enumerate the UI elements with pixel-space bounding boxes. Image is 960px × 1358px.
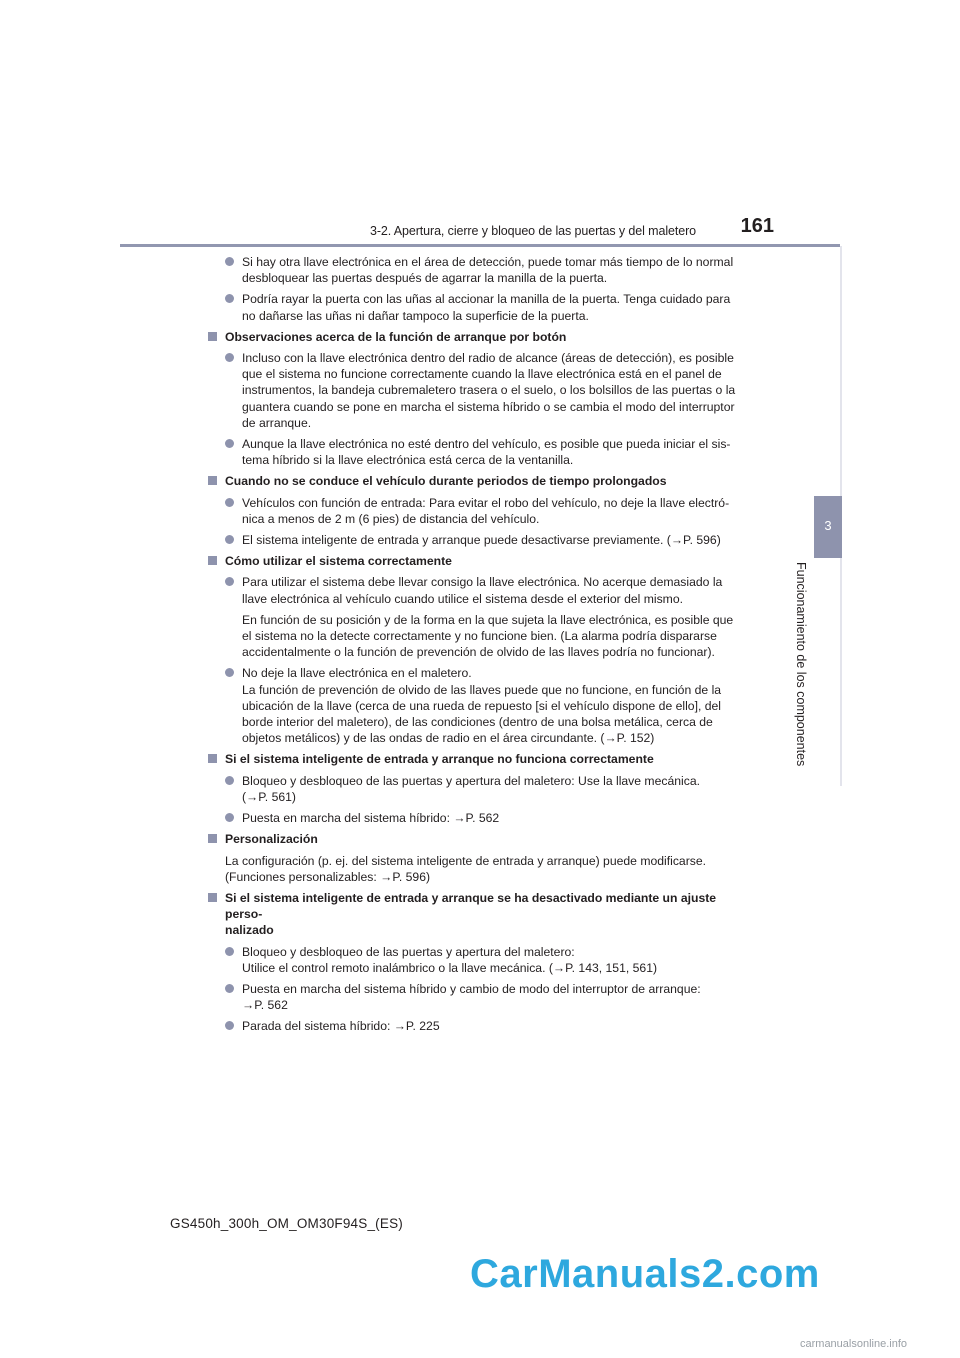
- page-number: 161: [740, 215, 774, 237]
- bullet-item: Incluso con la llave electrónica dentro del radio de alcance (áreas de detección), es posible que el sistema no funcione correctamente cuando la llave electrónica está en el panel de instrumentos, la bandeja cubremaletero trasera o el suelo, o los bolsillos de las puertas o la guantera cuando se pone en marcha el sistema híbrido o se cambia el modo del interruptor de arranque.: [208, 350, 752, 431]
- bullet-item: Bloqueo y desbloqueo de las puertas y apertura del maletero: Utilice el control remoto inalámbrico o la llave mecánica. (→P. 143, 151, 561): [208, 944, 752, 976]
- document-code: GS450h_300h_OM_OM30F94S_(ES): [170, 1216, 403, 1231]
- section-heading: Si el sistema inteligente de entrada y arranque no funciona correctamente: [208, 751, 752, 767]
- section-heading: Personalización: [208, 831, 752, 847]
- bullet-item: Puesta en marcha del sistema híbrido: →P. 562: [208, 810, 752, 826]
- bullet-item: Podría rayar la puerta con las uñas al accionar la manilla de la puerta. Tenga cuidado para no dañarse las uñas ni dañar tampoco la superficie de la puerta.: [208, 291, 752, 323]
- bullet-item: Vehículos con función de entrada: Para evitar el robo del vehículo, no deje la llave electró- nica a menos de 2 m (6 pies) de distancia del vehículo.: [208, 495, 752, 527]
- bullet-item: El sistema inteligente de entrada y arranque puede desactivarse previamente. (→P. 596): [208, 532, 752, 548]
- square-bullet-icon: [208, 556, 217, 565]
- bullet-item: Puesta en marcha del sistema híbrido y cambio de modo del interruptor de arranque: →P. 562: [208, 981, 752, 1013]
- section-heading: Cuando no se conduce el vehículo durante periodos de tiempo prolongados: [208, 473, 752, 489]
- bullet-item: Aunque la llave electrónica no esté dentro del vehículo, es posible que pueda iniciar el sis- tema híbrido si la llave electrónica está cerca de la ventanilla.: [208, 436, 752, 468]
- chapter-label: Funcionamiento de los componentes: [794, 562, 808, 767]
- square-bullet-icon: [208, 834, 217, 843]
- header-divider: [120, 244, 840, 247]
- bullet-item: Parada del sistema híbrido: →P. 225: [208, 1018, 752, 1034]
- section-heading: Si el sistema inteligente de entrada y arranque se ha desactivado mediante un ajuste perso- nalizado: [208, 890, 752, 939]
- square-bullet-icon: [208, 754, 217, 763]
- chapter-number: 3: [824, 518, 832, 533]
- square-bullet-icon: [208, 476, 217, 485]
- bullet-item: No deje la llave electrónica en el maletero. La función de prevención de olvido de las llaves puede que no funcione, en función de la ubicación de la llave (cerca de una rueda de repuesto [si el vehículo dispone de ello], del borde interior del maletero), de las condiciones (dentro de una bolsa metálica, cerca de objetos metálicos) y de las ondas de radio en el área circundante. (→P. 152): [208, 665, 752, 746]
- page-content: [208, 254, 752, 1040]
- section-heading: Observaciones acerca de la función de arranque por botón: [208, 329, 752, 345]
- page-header: [120, 0, 840, 246]
- bullet-icon: [225, 498, 234, 507]
- bullet-icon: [225, 776, 234, 785]
- section-heading: Cómo utilizar el sistema correctamente: [208, 553, 752, 569]
- bullet-item: Si hay otra llave electrónica en el área de detección, puede tomar más tiempo de lo normal desbloquear las puertas después de agarrar la manilla de la puerta.: [208, 254, 752, 286]
- chapter-tab: [814, 496, 842, 558]
- bullet-icon: [225, 257, 234, 266]
- square-bullet-icon: [208, 893, 217, 902]
- paragraph: La configuración (p. ej. del sistema inteligente de entrada y arranque) puede modificarse. (Funciones personalizables: →P. 596): [225, 853, 707, 884]
- bullet-icon: [225, 984, 234, 993]
- watermark-logo: CarManuals2.com: [470, 1252, 820, 1296]
- section-title: 3-2. Apertura, cierre y bloqueo de las puertas y del maletero: [369, 224, 696, 238]
- bullet-item: Bloqueo y desbloqueo de las puertas y apertura del maletero: Use la llave mecánica. (→P. 561): [208, 773, 752, 805]
- bullet-icon: [225, 353, 234, 362]
- bullet-icon: [225, 947, 234, 956]
- bullet-item: Para utilizar el sistema debe llevar consigo la llave electrónica. No acerque demasiado la llave electrónica al vehículo cuando utilice el sistema desde el exterior del mismo.: [208, 574, 752, 606]
- paragraph: En función de su posición y de la forma en la que sujeta la llave electrónica, es posible que el sistema no la detecte correctamente y no funcione bien. (La alarma podría dispararse accidentalmente o la función de prevención de olvido de las llaves podría no funcionar).: [242, 612, 734, 660]
- bullet-icon: [225, 535, 234, 544]
- bullet-icon: [225, 439, 234, 448]
- watermark-url: carmanualsonline.info: [800, 1338, 908, 1350]
- square-bullet-icon: [208, 332, 217, 341]
